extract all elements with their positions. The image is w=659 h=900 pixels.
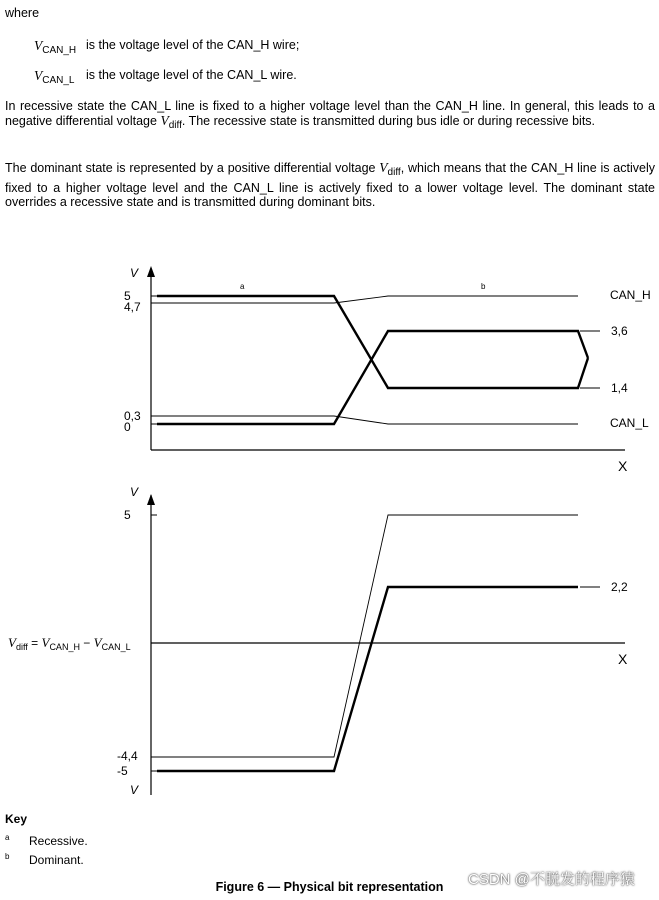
figure-caption: Figure 6 — Physical bit representation xyxy=(215,880,444,894)
key-text: Dominant. xyxy=(29,853,84,867)
eq-minus: − xyxy=(79,636,94,650)
vdiff-subscript: diff xyxy=(387,167,401,178)
vdiff-symbol: V xyxy=(379,160,388,175)
tick-label-minus-5: -5 xyxy=(117,764,128,778)
label-can-h: CAN_H xyxy=(610,288,651,302)
vdiff-symbol: V xyxy=(160,112,169,128)
tick-label-5: 5 xyxy=(124,289,131,303)
region-label-b: b xyxy=(481,282,486,291)
vdiff-bold-line xyxy=(157,587,578,771)
where-text: where xyxy=(5,6,40,20)
bottom-x-axis-label: X xyxy=(618,651,628,667)
definition-subscript: CAN_L xyxy=(42,75,75,86)
top-x-axis-label: X xyxy=(618,458,628,474)
definition-symbol: V xyxy=(34,38,43,53)
eq-v1: V xyxy=(8,635,16,650)
top-y-axis-label: V xyxy=(130,266,139,280)
watermark: CSDN @不脱发的程序猿 xyxy=(468,871,635,888)
definition-text: is the voltage level of the CAN_H wire; xyxy=(86,38,300,52)
dominant-text-1: The dominant state is represented by a positive differential voltage xyxy=(5,161,380,175)
recessive-text-2: . The recessive state is transmitted during bus idle or during recessive bits. xyxy=(181,113,596,128)
key-mark: b xyxy=(5,852,10,861)
vdiff-subscript: diff xyxy=(168,119,182,131)
eq-v3: V xyxy=(93,635,102,650)
key-item-dominant xyxy=(5,852,84,867)
bottom-y-axis-label-bottom: V xyxy=(130,783,139,797)
eq-s1: diff xyxy=(15,642,28,652)
vdiff-thin-line xyxy=(157,515,578,757)
key-text: Recessive. xyxy=(29,834,88,848)
bottom-y-axis-arrow xyxy=(147,494,155,505)
label-3-6: 3,6 xyxy=(611,324,628,338)
eq-v2: V xyxy=(41,635,50,650)
can-h-bold-line xyxy=(157,331,588,424)
key-mark: a xyxy=(5,833,10,842)
label-can-l: CAN_L xyxy=(610,416,649,430)
eq-equals: = xyxy=(27,636,42,650)
tick-label-0-3: 0,3 xyxy=(124,409,141,423)
top-y-axis-arrow xyxy=(147,266,155,277)
top-graph xyxy=(124,266,651,474)
eq-s3: CAN_L xyxy=(101,642,131,652)
tick-label-minus-4-4: -4,4 xyxy=(117,749,138,763)
tick-label-0: 0 xyxy=(124,420,131,434)
can-l-bold-line xyxy=(157,296,588,388)
recessive-text-1: In recessive state the CAN_L line is fixed to a higher voltage level than the CAN_H line. In general, this leads to a negative differential voltage xyxy=(5,99,655,128)
dominant-text-2: , which means that the CAN_H line is actively fixed to a higher voltage level and the CAN_L line is actively fixed to a lower voltage level. The dominant state overrides a recessive state and is transmitted during dominant bits. xyxy=(5,161,655,209)
tick-label-5: 5 xyxy=(124,508,131,522)
definition-text: is the voltage level of the CAN_L wire. xyxy=(86,68,297,82)
definition-subscript: CAN_H xyxy=(42,45,77,56)
vdiff-equation xyxy=(8,635,131,652)
key-title: Key xyxy=(5,812,28,826)
key-item-recessive xyxy=(5,833,88,848)
definition-symbol: V xyxy=(34,68,43,83)
tick-label-4-7: 4,7 xyxy=(124,300,141,314)
bottom-graph xyxy=(8,485,628,797)
eq-s2: CAN_H xyxy=(49,642,80,652)
region-label-a: a xyxy=(240,282,245,291)
bottom-y-axis-label-top: V xyxy=(130,485,139,499)
label-1-4: 1,4 xyxy=(611,381,628,395)
label-2-2: 2,2 xyxy=(611,580,628,594)
